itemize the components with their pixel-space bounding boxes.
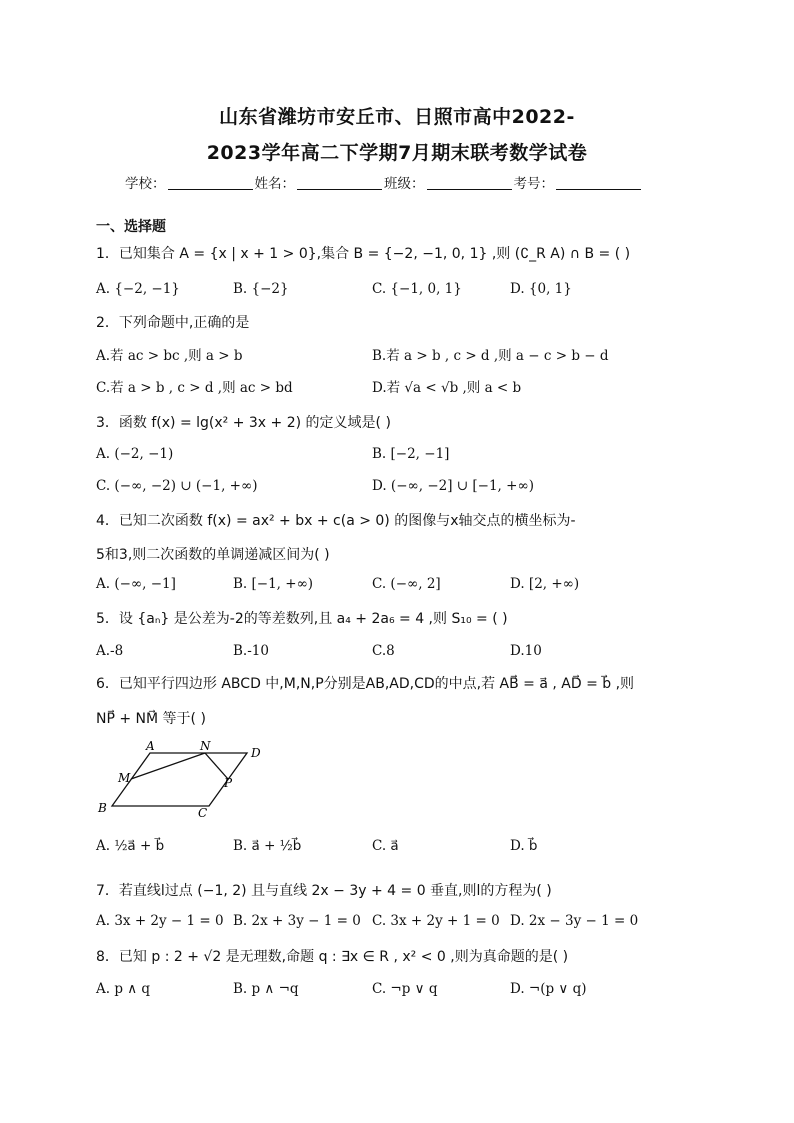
school-label: 学校： (125, 176, 166, 192)
class-blank[interactable] (427, 175, 512, 190)
segment-mn (131, 753, 205, 779)
question-8-option-b: B. p ∧ ¬q (233, 981, 299, 997)
question-4-option-c: C. (−∞, 2] (372, 576, 441, 592)
question-6-option-c: C. a⃗ (372, 838, 399, 854)
question-5-option-a: A.-8 (96, 643, 124, 659)
question-3-option-a: A. (−2, −1) (96, 446, 174, 462)
question-8-option-c: C. ¬p ∨ q (372, 981, 438, 997)
name-blank[interactable] (297, 175, 382, 190)
name-label: 姓名： (254, 176, 295, 192)
question-4-option-a: A. (−∞, −1] (96, 576, 176, 592)
student-info-row (125, 172, 643, 192)
question-5-option-d: D.10 (510, 643, 542, 659)
section-heading: 一、选择题 (96, 219, 166, 235)
exam-title-line2: 2023学年高二下学期7月期末联考数学试卷 (206, 142, 588, 164)
label-d: D (251, 746, 261, 760)
question-8-option-a: A. p ∧ q (96, 981, 151, 997)
label-p: P (224, 776, 233, 790)
question-6-option-b: B. a⃗ + ½b⃗ (233, 838, 302, 854)
question-4-stem-line1: 4．已知二次函数 f(x) = ax² + bx + c(a > 0) 的图像与x轴交点的横坐标为- (96, 513, 576, 529)
question-5-option-b: B.-10 (233, 643, 269, 659)
question-4-option-d: D. [2, +∞) (510, 576, 580, 592)
exam-title-line1: 山东省潍坊市安丘市、日照市高中2022- (219, 106, 575, 128)
class-label: 班级： (384, 176, 425, 192)
label-b: B (98, 801, 107, 815)
question-6-option-d: D. b⃗ (510, 838, 538, 854)
question-5-stem: 5．设 {aₙ} 是公差为-2的等差数列,且 a₄ + 2a₆ = 4 ,则 S₁₀ = ( ) (96, 611, 508, 627)
school-blank[interactable] (168, 175, 253, 190)
question-3-option-b: B. [−2, −1] (372, 446, 450, 462)
question-2-option-a: A.若 ac > bc ,则 a > b (96, 348, 243, 364)
label-m: M (118, 771, 131, 785)
question-1-option-c: C. {−1, 0, 1} (372, 281, 462, 297)
label-n: N (200, 739, 211, 753)
question-6-stem-line2: NP⃗ + NM⃗ 等于( ) (96, 711, 206, 727)
question-2-stem: 2．下列命题中,正确的是 (96, 315, 250, 331)
question-2-option-c: C.若 a > b , c > d ,则 ac > bd (96, 380, 293, 396)
question-3-option-d: D. (−∞, −2] ∪ [−1, +∞) (372, 478, 534, 494)
question-4-option-b: B. [−1, +∞) (233, 576, 314, 592)
label-c: C (198, 806, 208, 820)
question-1-option-b: B. {−2} (233, 281, 289, 297)
question-3-stem: 3．函数 f(x) = lg(x² + 3x + 2) 的定义域是( ) (96, 415, 391, 431)
question-7-option-a: A. 3x + 2y − 1 = 0 (96, 913, 224, 929)
label-a: A (146, 739, 155, 753)
question-5-option-c: C.8 (372, 643, 395, 659)
question-2-option-b: B.若 a > b , c > d ,则 a − c > b − d (372, 348, 609, 364)
question-4-stem-line2: 5和3,则二次函数的单调递减区间为( ) (96, 547, 330, 563)
question-8-stem: 8．已知 p : 2 + √2 是无理数,命题 q : ∃x ∈ R , x² < 0 ,则为真命题的是( ) (96, 949, 569, 965)
question-8-option-d: D. ¬(p ∨ q) (510, 981, 587, 997)
question-1-stem: 1．已知集合 A = {x | x + 1 > 0},集合 B = {−2, −1, 0, 1} ,则 (∁_R A) ∩ B = ( ) (96, 246, 631, 262)
question-7-stem: 7．若直线l过点 (−1, 2) 且与直线 2x − 3y + 4 = 0 垂直,则l的方程为( ) (96, 883, 552, 899)
exam-number-blank[interactable] (556, 175, 641, 190)
parallelogram-figure (92, 736, 272, 820)
question-2-option-d: D.若 √a < √b ,则 a < b (372, 380, 522, 396)
question-6-option-a: A. ½a⃗ + b⃗ (96, 838, 165, 854)
question-7-option-c: C. 3x + 2y + 1 = 0 (372, 913, 500, 929)
question-7-option-d: D. 2x − 3y − 1 = 0 (510, 913, 639, 929)
question-1-option-a: A. {−2, −1} (96, 281, 180, 297)
question-7-option-b: B. 2x + 3y − 1 = 0 (233, 913, 361, 929)
question-6-stem-line1: 6．已知平行四边形 ABCD 中,M,N,P分别是AB,AD,CD的中点,若 AB⃗ = a⃗ , AD⃗ = b⃗ ,则 (96, 676, 635, 692)
question-1-option-d: D. {0, 1} (510, 281, 572, 297)
exam-number-label: 考号： (513, 176, 554, 192)
question-3-option-c: C. (−∞, −2) ∪ (−1, +∞) (96, 478, 258, 494)
